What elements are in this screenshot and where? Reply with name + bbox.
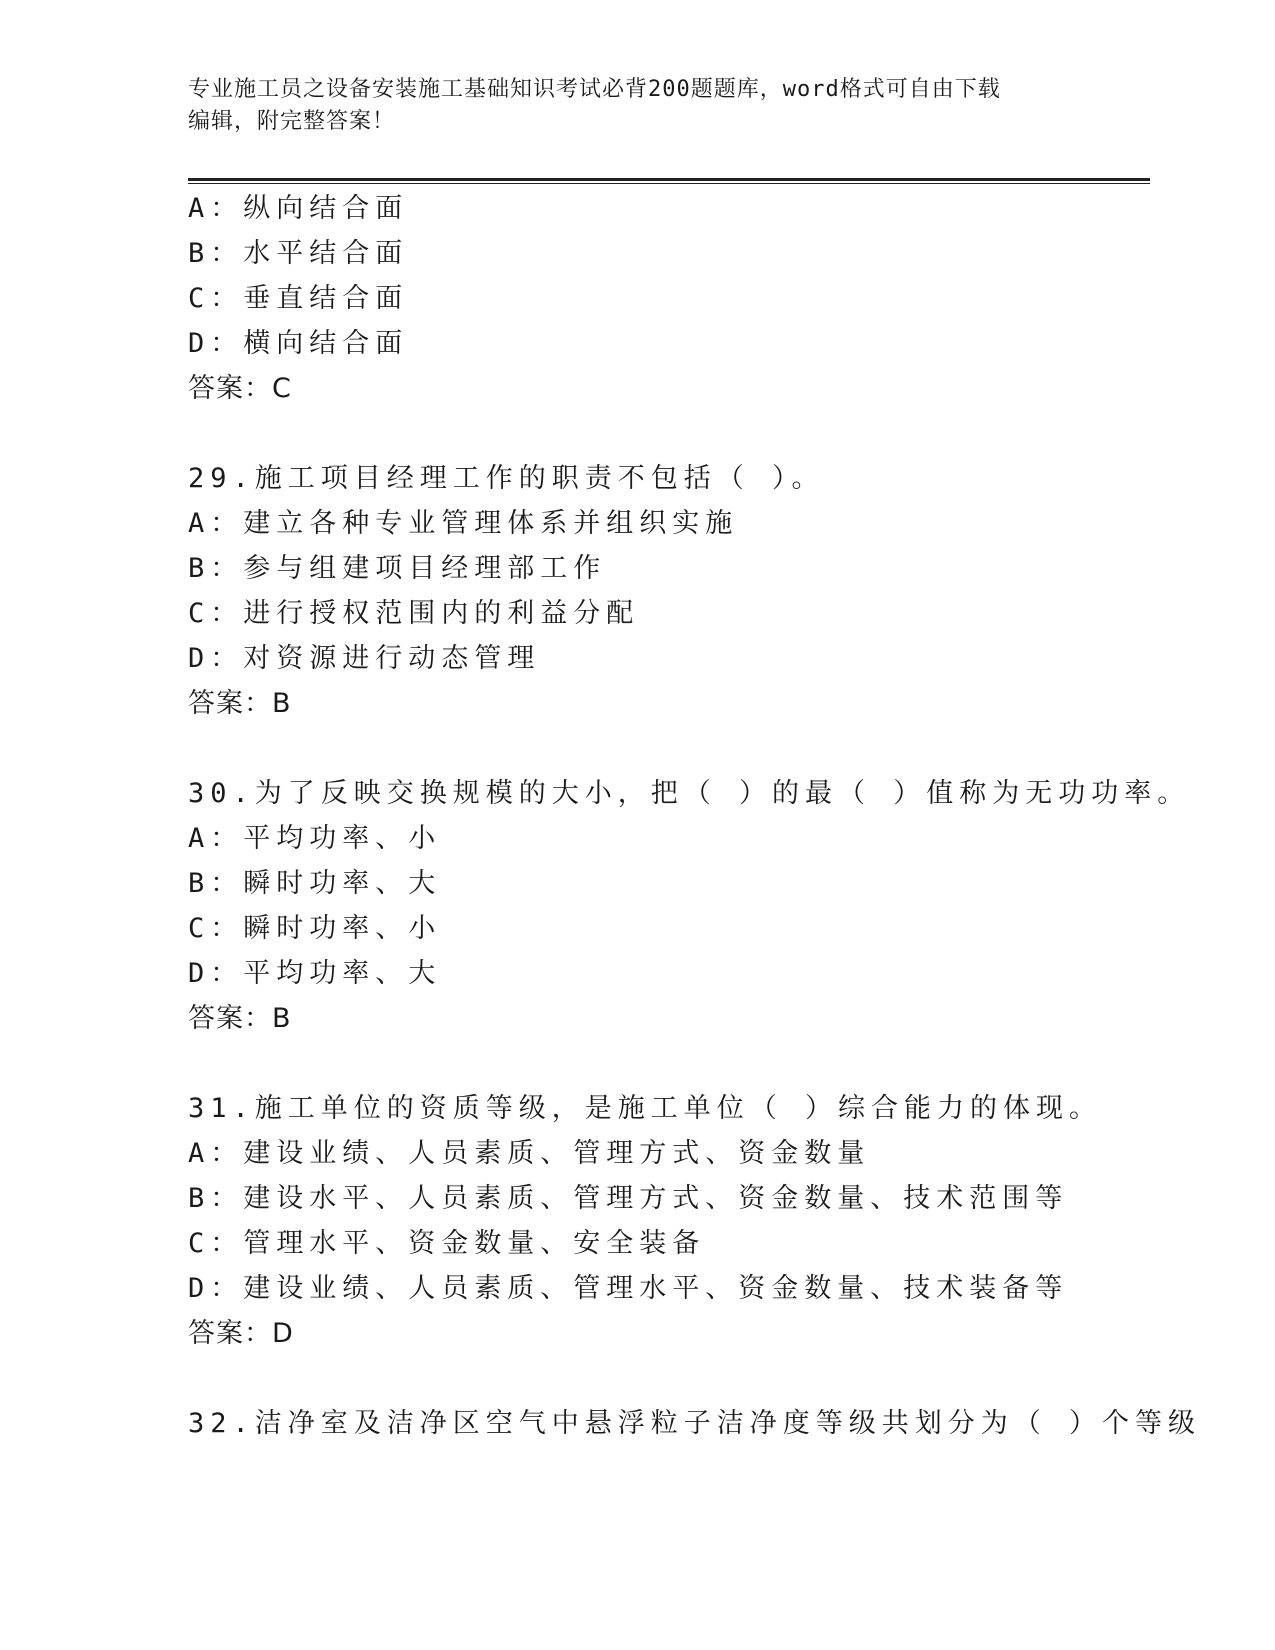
- document-header: [188, 74, 1088, 138]
- q28-option-c: C：垂直结合面: [188, 283, 409, 314]
- q28-option-a: A：纵向结合面: [188, 193, 409, 224]
- q30-option-c: C：瞬时功率、小: [188, 913, 442, 944]
- q28-option-d: D：横向结合面: [188, 328, 409, 359]
- header-divider-thick: [188, 178, 1150, 181]
- q31-option-b: B：建设水平、人员素质、管理方式、资金数量、技术范围等: [188, 1183, 1069, 1214]
- q30-option-a: A：平均功率、小: [188, 823, 442, 854]
- header-divider-thin: [188, 183, 1150, 184]
- q30-option-b: B：瞬时功率、大: [188, 868, 442, 899]
- q29-answer: 答案：B: [188, 688, 292, 719]
- q31-option-d: D：建设业绩、人员素质、管理水平、资金数量、技术装备等: [188, 1273, 1069, 1304]
- header-line-1: 专业施工员之设备安装施工基础知识考试必背200题题库，word格式可自由下载: [188, 77, 1001, 102]
- q29-option-d: D：对资源进行动态管理: [188, 643, 541, 674]
- q30-answer: 答案：B: [188, 1003, 292, 1034]
- q29-option-c: C：进行授权范围内的利益分配: [188, 598, 640, 629]
- q28-answer: 答案：C: [188, 373, 292, 404]
- q30-question: 30.为了反映交换规模的大小，把（ ）的最（ ）值称为无功功率。: [188, 778, 1191, 809]
- q31-option-c: C：管理水平、资金数量、安全装备: [188, 1228, 706, 1259]
- q29-question: 29.施工项目经理工作的职责不包括（ ）。: [188, 463, 825, 494]
- q28-option-b: B：水平结合面: [188, 238, 409, 269]
- q32-question: 32.洁净室及洁净区空气中悬浮粒子洁净度等级共划分为（ ）个等级: [188, 1408, 1202, 1439]
- q31-question: 31.施工单位的资质等级，是施工单位（ ）综合能力的体现。: [188, 1093, 1103, 1124]
- q31-answer: 答案：D: [188, 1318, 294, 1349]
- q29-option-b: B：参与组建项目经理部工作: [188, 553, 607, 584]
- q30-option-d: D：平均功率、大: [188, 958, 442, 989]
- q31-option-a: A：建设业绩、人员素质、管理方式、资金数量: [188, 1138, 871, 1169]
- q29-option-a: A：建立各种专业管理体系并组织实施: [188, 508, 739, 539]
- header-line-2: 编辑，附完整答案！: [188, 109, 396, 134]
